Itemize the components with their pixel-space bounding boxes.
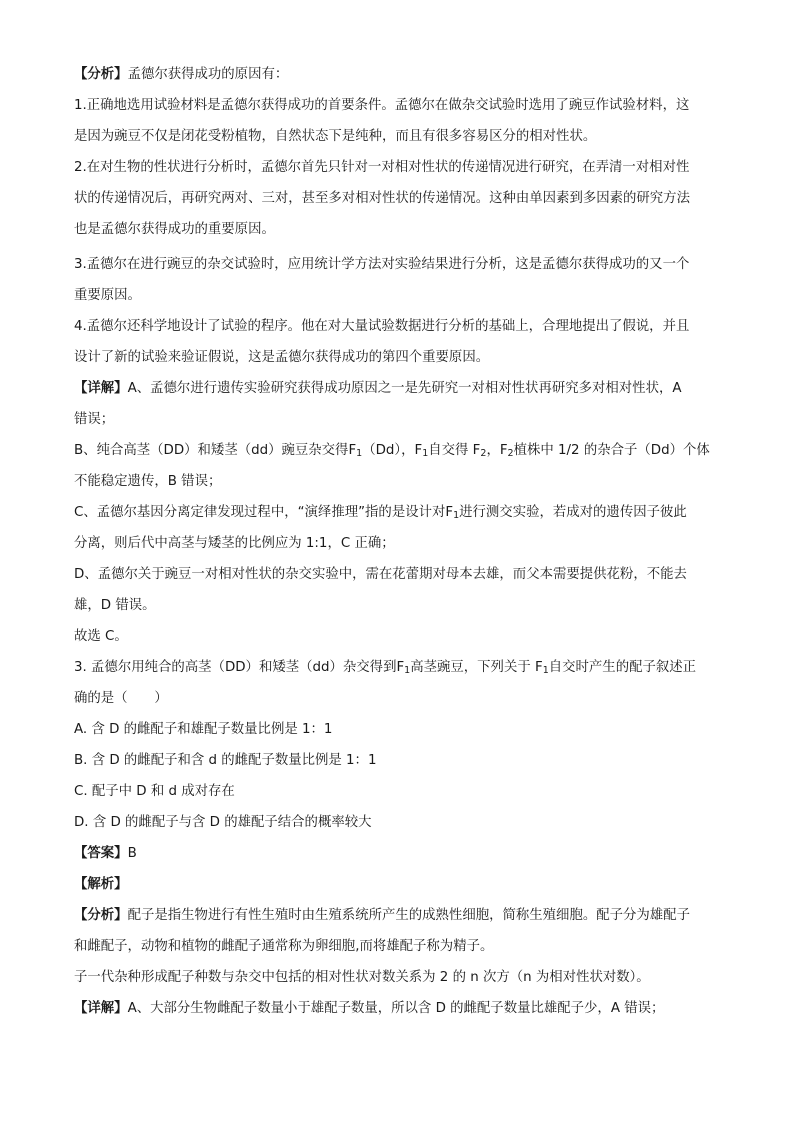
text-line — [74, 318, 689, 336]
text-run: ，F — [486, 443, 508, 458]
text-line — [74, 256, 689, 274]
text-line — [74, 628, 128, 646]
text-line — [74, 938, 493, 956]
text-line — [74, 66, 288, 84]
text-line — [74, 190, 690, 208]
text-line — [74, 814, 372, 832]
text-line — [74, 845, 137, 863]
section-label: 【答案】 — [74, 846, 128, 861]
text-run: 1.正确地选用试验材料是孟德尔获得成功的首要条件。孟德尔在做杂交试验时选用了豌豆作试验材料，这 — [74, 98, 690, 113]
text-line — [74, 876, 128, 894]
text-run: 确的是（ ） — [74, 691, 168, 706]
text-run: A、大部分生物雌配子数量小于雄配子数量，所以含 D 的雌配子数量比雄配子少，A 错误； — [127, 1001, 665, 1016]
subscript: 2 — [507, 448, 514, 459]
text-run: 和雌配子，动物和植物的雌配子通常称为卵细胞,而将雄配子称为精子。 — [74, 939, 494, 954]
text-line — [74, 159, 689, 177]
subscript: 1 — [453, 510, 460, 521]
text-run: 也是孟德尔获得成功的重要原因。 — [74, 222, 275, 237]
text-line — [74, 659, 696, 677]
text-line — [74, 349, 489, 367]
text-run: 重要原因。 — [74, 288, 141, 303]
text-run: 配子是指生物进行有性生殖时由生殖系统所产生的成熟性细胞，简称生殖细胞。配子分为雄配子 — [127, 908, 690, 923]
text-line — [74, 411, 114, 429]
text-run: 3.孟德尔在进行豌豆的杂交试验时，应用统计学方法对实验结果进行分析，这是孟德尔获得成功的又一个 — [74, 257, 690, 272]
text-line — [74, 97, 689, 115]
text-run: 不能稳定遗传，B 错误； — [74, 474, 222, 489]
text-line — [74, 504, 687, 522]
text-run: 分离，则后代中高茎与矮茎的比例应为 1:1，C 正确； — [74, 536, 395, 551]
text-run: 状的传递情况后，再研究两对、三对，甚至多对相对性状的传递情况。这种由单因素到多因素的研究方法 — [74, 191, 690, 206]
text-line — [74, 1000, 664, 1018]
text-line — [74, 442, 710, 460]
text-line — [74, 690, 168, 708]
text-run: 自交时产生的配子叙述正 — [548, 660, 697, 675]
text-run: 错误； — [74, 412, 115, 427]
text-line — [74, 752, 376, 770]
subscript: 1 — [542, 665, 549, 676]
text-run: B. 含 D 的雌配子和含 d 的雌配子数量比例是 1：1 — [74, 753, 377, 768]
text-run: D. 含 D 的雌配子与含 D 的雄配子结合的概率较大 — [74, 815, 372, 830]
text-run: 是因为豌豆不仅是闭花受粉植物，自然状态下是纯种，而且有很多容易区分的相对性状。 — [74, 129, 597, 144]
subscript: 1 — [404, 665, 411, 676]
subscript: 1 — [422, 448, 429, 459]
subscript: 2 — [480, 448, 487, 459]
text-line — [74, 969, 650, 987]
text-line — [74, 380, 682, 398]
text-line — [74, 597, 156, 615]
text-run: 3. 孟德尔用纯合的高茎（DD）和矮茎（dd）杂交得到F — [74, 660, 405, 675]
subscript: 1 — [356, 448, 363, 459]
text-run: B — [127, 846, 137, 861]
section-label: 【解析】 — [74, 877, 128, 892]
text-line — [74, 221, 275, 239]
section-label: 【分析】 — [74, 908, 128, 923]
text-run: 进行测交实验，若成对的遗传因子彼此 — [459, 505, 687, 520]
text-run: C. 配子中 D 和 d 成对存在 — [74, 784, 235, 799]
text-run: 植株中 1/2 的杂合子（Dd）个体 — [513, 443, 710, 458]
text-run: B、纯合高茎（DD）和矮茎（dd）豌豆杂交得F — [74, 443, 357, 458]
text-run: 孟德尔获得成功的原因有： — [127, 67, 289, 82]
section-label: 【详解】 — [74, 1001, 128, 1016]
text-run: （Dd），F — [362, 443, 423, 458]
text-run: D、孟德尔关于豌豆一对相对性状的杂交实验中，需在花蕾期对母本去雄，而父本需要提供花粉，不能去 — [74, 567, 687, 582]
text-run: 故选 C。 — [74, 629, 128, 644]
section-label: 【详解】 — [74, 381, 128, 396]
text-run: C、孟德尔基因分离定律发现过程中，“演绎推理”指的是设计对F — [74, 505, 454, 520]
text-run: 雄，D 错误。 — [74, 598, 156, 613]
text-line — [74, 535, 395, 553]
text-run: 4.孟德尔还科学地设计了试验的程序。他在对大量试验数据进行分析的基础上，合理地提出了假说，并且 — [74, 319, 690, 334]
text-line — [74, 473, 221, 491]
text-run: 设计了新的试验来验证假说，这是孟德尔获得成功的第四个重要原因。 — [74, 350, 490, 365]
text-line — [74, 783, 235, 801]
text-run: A. 含 D 的雌配子和雄配子数量比例是 1：1 — [74, 722, 333, 737]
text-line — [74, 128, 596, 146]
text-line — [74, 566, 687, 584]
text-line — [74, 721, 332, 739]
text-run: 2.在对生物的性状进行分析时，孟德尔首先只针对一对相对性状的传递情况进行研究，在弄清一对相对性 — [74, 160, 690, 175]
text-run: 自交得 F — [428, 443, 481, 458]
text-run: A、孟德尔进行遗传实验研究获得成功原因之一是先研究一对相对性状再研究多对相对性状，A — [127, 381, 682, 396]
text-run: 子一代杂种形成配子种数与杂交中包括的相对性状对数关系为 2 的 n 次方（n 为相对性状对数）。 — [74, 970, 650, 985]
section-label: 【分析】 — [74, 67, 128, 82]
text-line — [74, 287, 141, 305]
text-run: 高茎豌豆，下列关于 F — [410, 660, 543, 675]
text-line — [74, 907, 690, 925]
